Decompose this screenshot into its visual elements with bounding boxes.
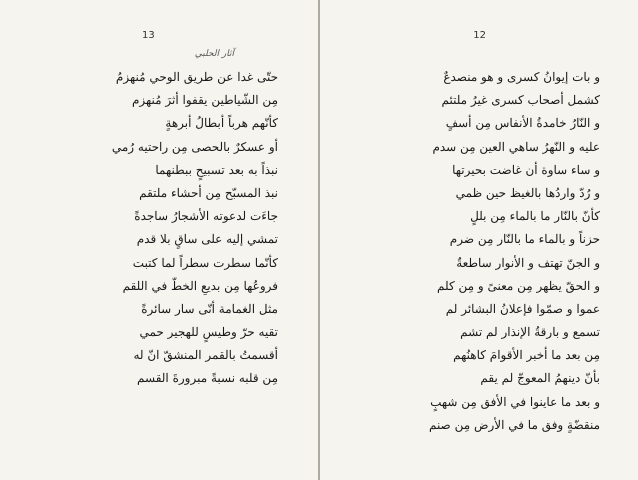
poem-line: و بعد ما عاينوا في الأفق مِن شهبٍ — [430, 394, 600, 409]
poem-line: و الحقّ يظهر مِن معنىً و مِن كلم — [436, 278, 600, 293]
poem-line: نبذ المسبّح مِن أحشاء ملتقم — [139, 185, 278, 200]
poem-lines — [350, 66, 600, 437]
poem-line: بأنّ دينهمُ المعوجّ لم يقم — [480, 371, 600, 386]
poem-line: تقيه حرّ وطيسٍ للهجير حمي — [139, 325, 278, 340]
poem-line: مِن بعد ما أخبر الأقوامَ كاهنُهم — [453, 348, 600, 363]
poem-line: و ساء ساوة أن غاضت بحيرتها — [452, 162, 600, 177]
poem-line: حتّى غدا عن طريق الوحي مُنهزمُ — [115, 70, 278, 84]
poem-line: أو عسكرٌ بالحصى مِن راحتيه رُمي — [111, 139, 278, 154]
poem-line: و بات إيوانُ كسرى و هو منصدعٌ — [443, 70, 600, 84]
page-number: 13 — [142, 30, 155, 41]
page-number: 12 — [473, 30, 486, 41]
poem-line: مِن قلبه نسبةً مبرورةَ القسم — [137, 371, 278, 386]
poem-line: كأنّهم هرباً أبطالُ أبرهةٍ — [165, 116, 278, 131]
poem-line: جاءَت لدعوته الأشجارُ ساجدةً — [134, 209, 278, 224]
poem-line: عموا و صمّوا فإعلانُ البشائر لم — [445, 301, 600, 316]
poem-lines — [28, 66, 278, 391]
right-page — [320, 0, 638, 480]
poem-line: و النّارُ خامدةُ الأنفاس مِن أسفٍ — [445, 116, 600, 131]
poem-line: فروعُها مِن بديعِ الخطّ في اللقم — [122, 278, 278, 293]
poem-line: مثل الغمامة أنّى سار سائرةً — [141, 301, 278, 316]
poem-line: كأنّ بالنّار ما بالماء مِن بللٍ — [470, 209, 600, 224]
poem-line: حزناً و بالماء ما بالنّار مِن ضرم — [449, 232, 600, 247]
poem-line: نبذاً به بعد تسبيحٍ ببطنهما — [155, 162, 278, 177]
left-page — [0, 0, 318, 480]
poem-line: و الجنّ تهتف و الأنوار ساطعةٌ — [456, 255, 600, 270]
poem-line: تسمع و بارقةُ الإنذار لم تشم — [460, 325, 600, 340]
poem-line: تمشي إليه على ساقٍ بلا قدم — [136, 232, 278, 247]
poem-line: كشمل أصحاب كسرى غيرُ ملتئم — [441, 93, 600, 108]
poem-line: مِن الشّياطين يقفوا أثرَ مُنهزم — [131, 93, 278, 108]
poem-line: كأنّما سطرت سطراً لما كتبت — [132, 255, 278, 270]
poem-line: و رُدّ واردُها بالغيظ حين ظمي — [455, 185, 600, 200]
header-signature: آثار الحلبي — [194, 49, 234, 59]
poem-line: عليه و النّهرُ ساهي العين مِن سدم — [432, 139, 600, 154]
poem-line: أقسمتُ بالقمر المنشقّ انّ له — [133, 348, 278, 363]
poem-line: منقضّةٍ وفق ما في الأرض مِن صنم — [428, 417, 600, 432]
